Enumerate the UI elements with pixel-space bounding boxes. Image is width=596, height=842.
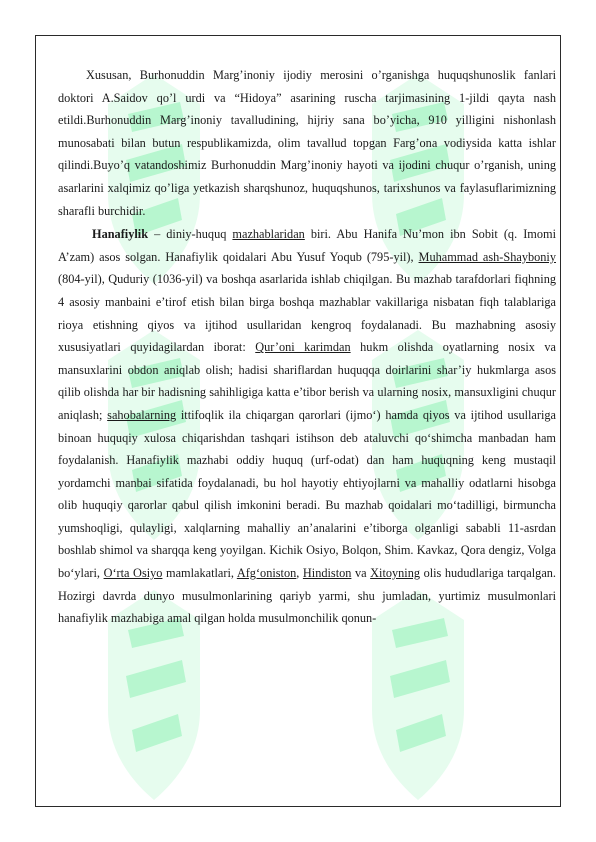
link-muhammad-ash-shayboniy[interactable]: Muhammad ash-Shayboniy	[418, 249, 556, 264]
link-afgoniston[interactable]: Afg‘oniston	[236, 566, 297, 581]
link-sahobalarning[interactable]: sahobalarning	[107, 407, 177, 422]
paragraph-intro: Xususan, Burhonuddin Marg’inoniy ijodiy merosini o’rganishga huquqshunoslik fanlari doktori A.Saidov qo’l urdi va “Hidoya” asarining ruscha tarjimasining 1-jildi qayta nash etildi.Burhonuddin Marg’inoniy tavalludining, hijriy sana bo’yicha, 910 yilligini nishonlash munosabati bilan butun respublikamizda, olim tavallud topgan Farg’ona vodiysida katta ishlar qilindi.Buyo’q vatandoshimiz Burhonuddin Marg’inoniy hayoti va ijodini chuqur o’rganish, uning asarlarini xalqimiz qo’liga yetkazish sharqshunoz, huquqshunos, tarixshunos va faylasuflarimizning sharafli burchidir.	[58, 68, 556, 218]
link-xitoyning[interactable]: Xitoyning	[370, 566, 421, 581]
text-segment: hukm olishda oyatlarning nosix va mansuxlarini obdon aniqlab olish; hadisi shariflardan huquqqa doirlarini shar’iy hukmlarga asos qilib olishda har bir hadisning sahihligiga katta e’tibor berish va ularning nosix, mansuxligini chuqur aniqlash;	[58, 340, 557, 422]
link-hindiston[interactable]: Hindiston	[302, 566, 352, 581]
paragraph-hanafiylik	[58, 223, 556, 630]
link-orta-osiyo[interactable]: O‘rta Osiyo	[103, 566, 163, 581]
text-segment: ,	[296, 566, 303, 581]
text-segment: va	[351, 566, 371, 581]
text-segment: ittifoqlik ila chiqargan qarorlari (ijmo‘) hamda qiyos va ijtihod usullariga binoan huquqiy xulosa chiqarishdan tashqari istihson deb ataluvchi qo‘shimcha manbadan ham foydalanish. Hanafiylik mazhabi oddiy huquq (urf-odat) dan ham huquqning keng mustaqil yordamchi manbai sifatida foydalanadi, bu hol hayotiy ehtiyojlarni va mahalliy odatlarni hisobga olib huquqiy qarorlar qabul qilish imkonini beradi. Bu mazhab qoidalari mo‘tadilligi, birmuncha yumshoqligi, qulayligi, xalqlarning mahalliy an’analarini e’tiborga olganligi sababli 11-asrdan boshlab shimol va sharqqa keng yoyilgan. Kichik Osiyo, Bolqon, Shim. Kavkaz, Qora dengiz, Volga bo‘ylari,	[58, 407, 556, 581]
text-segment: – diniy-huquq	[148, 227, 233, 242]
text-segment: biri. Abu Hanifa Nu’mon ibn Sobit (q. Imomi A’zam) asos solgan. Hanafiylik qoidalari Abu Yusuf Yoqub (795-yil),	[58, 227, 556, 264]
document-body	[58, 64, 556, 630]
text-segment: olis hududlariga tarqalgan. Hozirgi davrda dunyo musulmonlarining qariyb yarmi, shu jumladan, yurtimiz musulmonlari hanafiylik mazhabiga amal qilgan holda musulmonchilik qonun-	[58, 566, 556, 626]
text-segment: (804-yil), Quduriy (1036-yil) va boshqa asarlarida ishlab chiqilgan. Bu mazhab tarafdorlari fiqhning 4 asosiy manbaini e’tirof etish bilan birga boshqa mazhablar vakillariga nisbatan fiqh talablariga rioya etishning qiyos va ijtihod usullaridan kengroq foydalanadi. Bu mazhabning asosiy xususiyatlari quyidagilardan iborat:	[58, 272, 556, 355]
term-hanafiylik: Hanafiylik	[92, 227, 149, 242]
link-quroni-karimdan[interactable]: Qur’oni karimdan	[255, 340, 351, 355]
text-segment: mamlakatlari,	[162, 566, 237, 581]
link-mazhablaridan[interactable]: mazhablaridan	[232, 227, 305, 242]
